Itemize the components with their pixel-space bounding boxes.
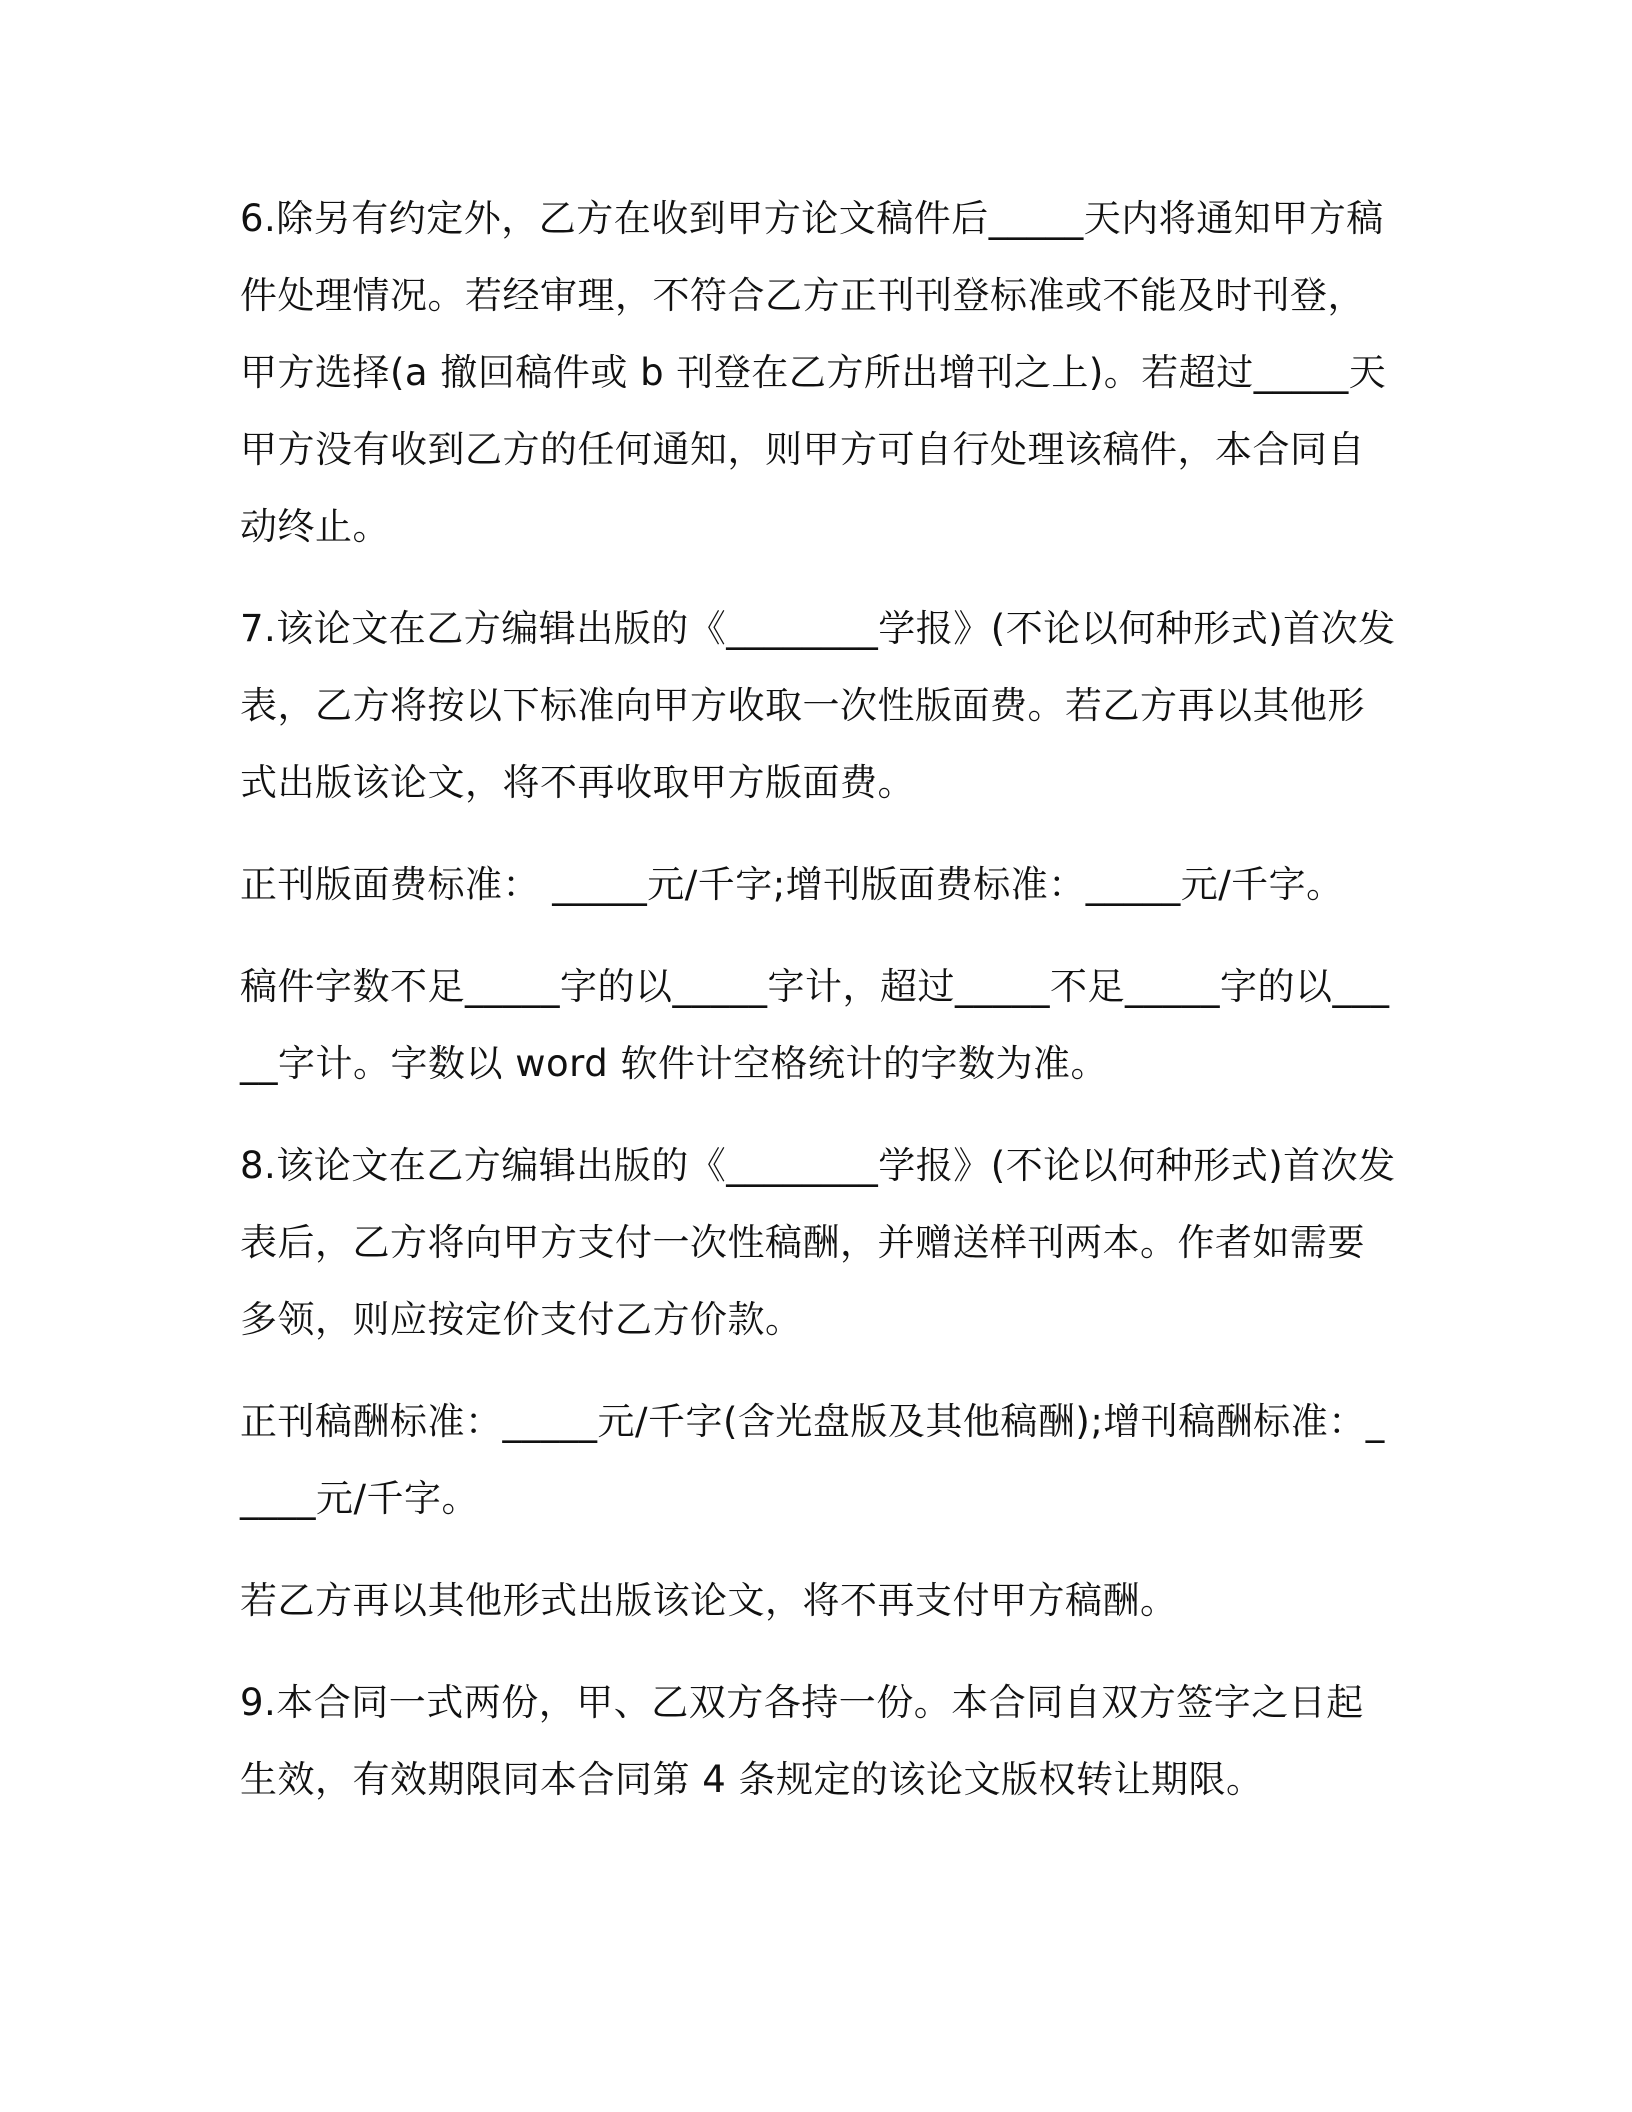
clause-7-paragraph: 7.该论文在乙方编辑出版的《________学报》(不论以何种形式)首次发表，乙方将按以下标准向甲方收取一次性版面费。若乙方再以其他形式出版该论文，将不再收取甲方版面费。 — [240, 607, 1396, 804]
clause-9-paragraph: 9.本合同一式两份，甲、乙双方各持一份。本合同自双方签字之日起生效，有效期限同本合同第 4 条规定的该论文版权转让期限。 — [240, 1681, 1364, 1801]
page-fee-standard-paragraph: 正刊版面费标准： _____元/千字;增刊版面费标准：_____元/千字。 — [240, 863, 1344, 906]
contract-body — [240, 180, 1400, 1843]
clause-8-paragraph: 8.该论文在乙方编辑出版的《________学报》(不论以何种形式)首次发表后，乙方将向甲方支付一次性稿酬，并赠送样刊两本。作者如需要多领，则应按定价支付乙方价款。 — [240, 1144, 1396, 1341]
word-count-rule-paragraph: 稿件字数不足_____字的以_____字计，超过_____不足_____字的以_____字计。字数以 word 软件计空格统计的字数为准。 — [240, 965, 1390, 1085]
no-further-royalty-paragraph: 若乙方再以其他形式出版该论文，将不再支付甲方稿酬。 — [240, 1579, 1178, 1622]
clause-6-paragraph: 6.除另有约定外，乙方在收到甲方论文稿件后_____天内将通知甲方稿件处理情况。若经审理，不符合乙方正刊刊登标准或不能及时刊登，甲方选择(a 撤回稿件或 b 刊登在乙方所出增刊之上)。若超过_____天甲方没有收到乙方的任何通知，则甲方可自行处理该稿件，本合同自动终止。 — [240, 197, 1387, 548]
royalty-standard-paragraph: 正刊稿酬标准：_____元/千字(含光盘版及其他稿酬);增刊稿酬标准：_____元/千字。 — [240, 1400, 1385, 1520]
